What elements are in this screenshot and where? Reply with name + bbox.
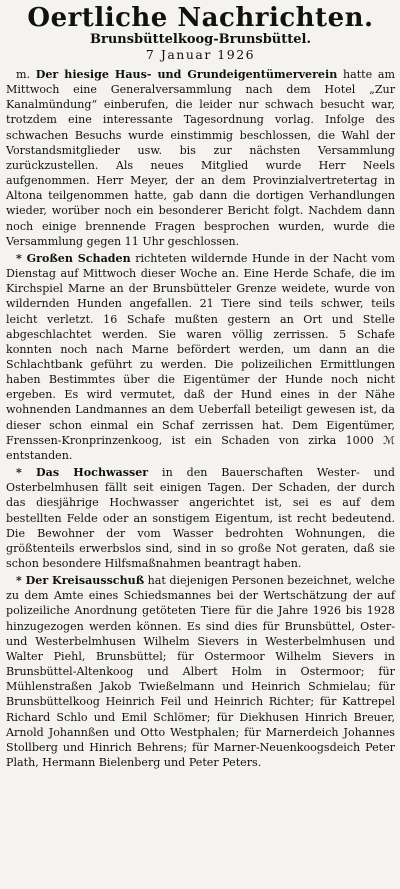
article-lead: Der Kreisausschuß bbox=[25, 574, 145, 588]
article-lead: Großen Schaden bbox=[26, 251, 131, 265]
article-body: richteten wildernde Hunde in der Nacht vom Dienstag auf Mittwoch dieser Woche an. Eine Herde Schafe, die im Kirchspiel Marne an der Brunsbütteler Grenze weidete, wurde von wildernden Hunden angefallen. 21 Tiere sind teils schwer, teils leicht verletzt. 16 Schafe mußten gestern an Ort und Stelle abgeschlachtet werden. Sie waren völlig zerrissen. 5 Schafe konnten noch nach Marne befördert werden, um dann an die Schlachtbank geführt zu werden. Die polizeilichen Ermittlungen haben Bestimmtes über die Eigentümer der Hunde noch nicht ergeben. Es wird vermutet, daß der Hund eines in der Nähe wohnenden Landmannes an dem Ueberfall beteiligt gewesen ist, da dieser schon einmal ein Schaf zerrissen hat. Dem Eigentümer, Frenssen-Kronprinzenkoog, ist ein Schaden von zirka 1000 ℳ entstanden. bbox=[6, 251, 395, 462]
article-prefix: * bbox=[16, 574, 26, 588]
article-prefix: m. bbox=[16, 68, 36, 81]
article-dog-damage bbox=[6, 251, 395, 463]
article-body: hatte am Mittwoch eine Generalversammlung nach dem Hotel „Zur Kanalmündung“ einberufen, die leider nur schwach besucht war, trotzdem eine interessante Tagesordnung vorlag. Infolge des schwachen Besuchs wurde einstimmig beschlossen, die Wahl der Vorstandsmitglieder usw. bis zur nächsten Versammlung zurückzustellen. Als neues Mitglied wurde Herr Neels aufgenommen. Herr Meyer, der an dem Provinzialvertretertag in Altona teilgenommen hatte, gab dann die dortigen Verhandlungen wieder, worüber noch ein besonderer Bericht folgt. Nachdem dann noch einige brennende Fragen besprochen wurden, wurde die Versammlung gegen 11 Uhr geschlossen. bbox=[6, 68, 395, 248]
section-headline: Oertliche Nachrichten. bbox=[27, 3, 374, 33]
article-homeowners-association bbox=[6, 67, 395, 249]
article-lead: Das Hochwasser bbox=[36, 466, 149, 480]
locality-heading: Brunsbüttelkoog-Brunsbüttel. bbox=[90, 32, 311, 47]
article-district-committee bbox=[6, 573, 395, 770]
article-prefix: * bbox=[16, 251, 27, 265]
article-body: in den Bauerschaften Wester- und Osterbelmhusen fällt seit einigen Tagen. Der Schaden, der durch das diesjährige Hochwasser angerichtet ist, sei es auf dem bestellten Felde oder an sonstigem Eigentum, ist recht bedeutend. Die Bewohner der vom Wasser bedrohten Wohnungen, die größtenteils erwerbslos sind, sind in so große Not geraten, daß sie schon besondere Hilfsmaßnahmen beantragt haben. bbox=[6, 466, 395, 570]
article-lead: Der hiesige Haus- und Grundeigentümerverein bbox=[35, 68, 338, 81]
article-body: hat diejenigen Personen bezeichnet, welche zu dem Amte eines Schiedsmannes bei der Wertschätzung der auf polizeiliche Anordnung getöteten Tiere für die Jahre 1926 bis 1928 hinzugezogen werden können. Es sind dies für Brunsbüttel, Oster- und Westerbelmhusen Wilhelm Sievers in Westerbelmhusen und Walter Piehl, Brunsbüttel; für Ostermoor Wilhelm Sievers in Brunsbüttel-Altenkoog und Albert Holm in Ostermoor; für Mühlenstraßen Jakob Twießelmann und Heinrich Schmielau; für Brunsbüttelkoog Heinrich Feil und Heinrich Richter; für Kattrepel Richard Schlo und Emil Schlömer; für Diekhusen Hinrich Breuer, Arnold Johannßen und Otto Westphalen; für Marnerdeich Johannes Stollberg und Hinrich Behrens; für Marner-Neuenkoogsdeich Peter Plath, Hermann Bielenberg und Peter Peters. bbox=[6, 574, 395, 770]
article-prefix: * bbox=[16, 466, 37, 480]
dateline: 7 Januar 1926 bbox=[145, 47, 256, 62]
article-flood bbox=[6, 465, 395, 571]
